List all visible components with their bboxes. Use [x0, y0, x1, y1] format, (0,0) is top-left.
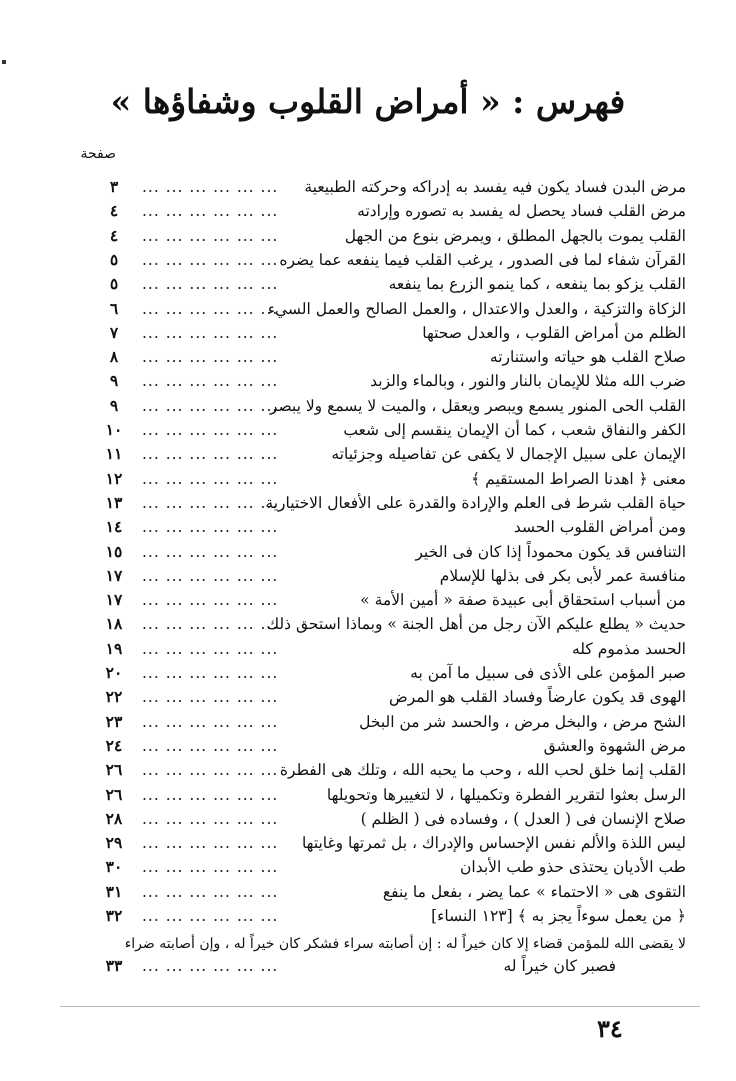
toc-entry-text: ومن أمراض القلوب الحسد: [513, 518, 686, 537]
toc-entry-text: حديث « يطلع عليكم الآن رجل من أهل الجنة » وبماذا استحق ذلك: [266, 615, 686, 634]
footer-page-number: ٣٤: [597, 1014, 623, 1043]
toc-page-number: ٨: [109, 347, 119, 367]
toc-entry-text: الزكاة والتزكية ، والعدل والاعتدال ، والعمل الصالح والعمل السيء: [267, 299, 686, 318]
toc-entry: [62, 225, 686, 247]
toc-entry: [62, 322, 686, 344]
toc-entry: [62, 589, 686, 611]
page-column-label: صفحة: [80, 146, 116, 162]
toc-entry-text: طب الأديان يحتذى حذو طب الأبدان: [460, 858, 686, 877]
toc-entry-text: مرض البدن فساد يكون فيه يفسد به إدراكه وحركته الطبيعية: [304, 178, 686, 196]
toc-page-number: ٢٦: [105, 784, 123, 804]
toc-entry-text: التنافس قد يكون محموداً إذا كان فى الخير: [415, 542, 686, 561]
toc-entry: [62, 613, 686, 635]
toc-page-number: ٢٣: [105, 711, 123, 731]
toc-entry-text: الهوى قد يكون عارضاً وفساد القلب هو المرض: [389, 688, 686, 707]
toc-leader-dots: ... ... ... ... ... ...: [142, 493, 279, 512]
toc-leader-dots: ... ... ... ... ... ...: [142, 275, 279, 294]
toc-entry: [62, 176, 686, 198]
toc-entry: [62, 443, 686, 465]
toc-leader-dots: ... ... ... ... ... ...: [142, 907, 279, 925]
toc-leader-dots: ... ... ... ... ... ...: [142, 736, 279, 755]
toc-entry-text: حياة القلب شرط فى العلم والإرادة والقدرة على الأفعال الاختيارية: [265, 493, 686, 512]
toc-page-number: ٢٦: [105, 760, 123, 780]
toc-entry-text: الحسد مذموم كله: [571, 639, 686, 658]
toc-leader-dots: ... ... ... ... ... ...: [142, 712, 279, 731]
toc-page-number: ٤: [109, 225, 119, 245]
toc-leader-dots: ... ... ... ... ... ...: [142, 178, 279, 196]
toc-entry-text: القلب إنما خلق لحب الله ، وحب ما يحبه الله ، وتلك هى الفطرة: [279, 761, 686, 780]
toc-entry: [62, 832, 686, 854]
toc-entry: [62, 541, 686, 563]
toc-entry-text: ﴿ من يعمل سوءاً يجز به ﴾ [١٢٣ النساء]: [431, 907, 686, 925]
toc-leader-dots: ... ... ... ... ... ...: [142, 372, 279, 391]
scan-edge-mark: [2, 60, 6, 64]
toc-leader-dots: ... ... ... ... ... ...: [142, 348, 279, 367]
toc-page-number: ٩: [109, 371, 119, 391]
toc-entry-text: القلب الحى المنور يسمع ويبصر ويعقل ، والميت لا يسمع ولا يبصر: [269, 396, 686, 415]
toc-entry: [62, 759, 686, 781]
toc-leader-dots: ... ... ... ... ... ...: [142, 396, 279, 415]
toc-entry: [62, 468, 686, 490]
toc-entry: [62, 856, 686, 878]
toc-entry-text: ضرب الله مثلا للإيمان بالنار والنور ، وبالماء والزبد: [370, 372, 686, 391]
toc-page-number: ١١: [105, 444, 123, 464]
toc-leader-dots: ... ... ... ... ... ...: [142, 226, 279, 245]
toc-page-number: ٣: [109, 177, 119, 196]
toc-page-number: ٧: [109, 322, 119, 342]
toc-entry: [62, 662, 686, 684]
toc-leader-dots: ... ... ... ... ... ...: [142, 250, 279, 269]
toc-leader-dots: ... ... ... ... ... ...: [142, 299, 279, 318]
toc-page-number: ٢٢: [105, 687, 123, 707]
toc-entry: [62, 370, 686, 392]
toc-page-number: ٥: [109, 274, 119, 294]
toc-entry: [62, 881, 686, 903]
toc-leader-dots: ... ... ... ... ... ...: [142, 809, 279, 828]
toc-entry-text: الشح مرض ، والبخل مرض ، والحسد شر من البخل: [359, 712, 686, 731]
toc-leader-dots: ... ... ... ... ... ...: [142, 761, 279, 780]
toc-entry-text: صلاح القلب هو حياته واستنارته: [489, 348, 686, 367]
toc-entry-text: الإيمان على سبيل الإجمال لا يكفى عن تفاصيله وجزئياته: [331, 445, 686, 464]
toc-leader-dots: ... ... ... ... ... ...: [142, 615, 279, 634]
toc-leader-dots: ... ... ... ... ... ...: [142, 957, 279, 976]
toc-entry-text-line1: لا يقضى الله للمؤمن قضاء إلا كان خيراً له : إن أصابته سراء فشكر كان خيراً له ، وإن أصابته ضراء: [124, 936, 686, 953]
toc-page-number: ١٤: [105, 517, 123, 537]
toc-entry: [62, 711, 686, 733]
toc-leader-dots: ... ... ... ... ... ...: [142, 834, 279, 853]
toc-entry-text: الكفر والنفاق شعب ، كما أن الإيمان ينقسم إلى شعب: [343, 421, 686, 439]
toc-page-number: ٢٩: [105, 833, 123, 853]
toc-entry-text: القرآن شفاء لما فى الصدور ، يرغب القلب فيما ينفعه عما يضره: [279, 250, 686, 269]
toc-leader-dots: ... ... ... ... ... ...: [142, 591, 279, 610]
toc-entry-text: من أسباب استحقاق أبى عبيدة صفة « أمين الأمة »: [360, 591, 686, 610]
toc-entry: [62, 638, 686, 660]
toc-page-number: ١٥: [105, 541, 123, 561]
toc-entry: [62, 298, 686, 320]
toc-leader-dots: ... ... ... ... ... ...: [142, 688, 279, 707]
toc-entry-text: صلاح الإنسان فى ( العدل ) ، وفساده فى ( الظلم ): [360, 809, 686, 828]
toc-entry-text: ليس اللذة والألم نفس الإحساس والإدراك ، بل ثمرتها وغايتها: [301, 834, 686, 853]
toc-entry-text: الرسل بعثوا لتقرير الفطرة وتكميلها ، لا لتغييرها وتحويلها: [326, 785, 686, 804]
toc-entry: [62, 419, 686, 441]
toc-entry: [62, 516, 686, 538]
toc-entry: [62, 565, 686, 587]
toc-entry: [62, 492, 686, 514]
toc-entry: [62, 249, 686, 271]
toc-page-number: ٢٨: [105, 808, 123, 828]
toc-page-number: ٣٢: [105, 906, 123, 925]
toc-entry-text: منافسة عمر لأبى بكر فى بذلها للإسلام: [439, 566, 686, 585]
toc-entry: [62, 273, 686, 295]
toc-page-number: ٢٤: [105, 735, 123, 755]
page-title: فهرس : « أمراض القلوب وشفاؤها »: [110, 82, 626, 121]
toc-leader-dots: ... ... ... ... ... ...: [142, 518, 279, 537]
toc-entry-text: القلب يموت بالجهل المطلق ، ويمرض بنوع من الجهل: [344, 226, 686, 245]
toc-entry-text: مرض القلب فساد يحصل له يفسد به تصوره وإرادته: [357, 202, 686, 221]
toc-leader-dots: ... ... ... ... ... ...: [142, 445, 279, 464]
toc-page-number: ١٠: [105, 420, 123, 439]
toc-page-number: ١٨: [105, 614, 123, 634]
toc-leader-dots: ... ... ... ... ... ...: [142, 469, 279, 488]
toc-entry-text: معنى ﴿ اهدنا الصراط المستقيم ﴾: [471, 469, 686, 488]
toc-entry-multiline: [62, 933, 686, 979]
toc-page-number: ٤: [109, 201, 119, 221]
toc-entry: [62, 784, 686, 806]
toc-leader-dots: ... ... ... ... ... ...: [142, 542, 279, 561]
toc-entry: [62, 808, 686, 830]
toc-entry-text: مرض الشهوة والعشق: [543, 736, 686, 755]
toc-leader-dots: ... ... ... ... ... ...: [142, 323, 279, 342]
toc-entry: [62, 395, 686, 417]
toc-entry-text-line2: فصبر كان خيراً له: [503, 957, 616, 976]
toc-entry-text: القلب يزكو بما ينفعه ، كما ينمو الزرع بما ينفعه: [388, 275, 686, 294]
toc-page-number: ٥: [109, 249, 119, 269]
toc-entry: [62, 905, 686, 927]
toc-page-number: ٣١: [105, 881, 123, 901]
toc-leader-dots: ... ... ... ... ... ...: [142, 566, 279, 585]
toc-entry-text: صبر المؤمن على الأذى فى سبيل ما آمن به: [410, 664, 686, 682]
toc-entry-text: الظلم من أمراض القلوب ، والعدل صحتها: [422, 323, 686, 342]
toc-page-number: ٣٣: [105, 956, 123, 976]
toc-leader-dots: ... ... ... ... ... ...: [142, 421, 279, 439]
toc-page-number: ٢٠: [105, 663, 123, 682]
toc-page-number: ١٢: [105, 468, 123, 488]
toc-page-number: ٣٠: [105, 857, 123, 877]
toc-leader-dots: ... ... ... ... ... ...: [142, 202, 279, 221]
toc-page-number: ١٣: [105, 492, 123, 512]
toc-leader-dots: ... ... ... ... ... ...: [142, 858, 279, 877]
toc-entry: [62, 346, 686, 368]
toc-page-number: ٩: [109, 395, 119, 415]
toc-page-number: ١٧: [105, 590, 123, 610]
toc-page-number: ١٧: [105, 565, 123, 585]
toc-leader-dots: ... ... ... ... ... ...: [142, 882, 279, 901]
footer-rule: [60, 1006, 700, 1007]
toc-leader-dots: ... ... ... ... ... ...: [142, 664, 279, 682]
toc-leader-dots: ... ... ... ... ... ...: [142, 785, 279, 804]
toc-page-number: ٦: [109, 298, 119, 318]
toc-leader-dots: ... ... ... ... ... ...: [142, 639, 279, 658]
toc-entry: [62, 686, 686, 708]
toc-entry-text: التقوى هى « الاحتماء » عما يضر ، بفعل ما ينفع: [382, 882, 686, 901]
toc-entry: [62, 200, 686, 222]
toc-page-number: ١٩: [105, 638, 123, 658]
toc-entry: [62, 735, 686, 757]
